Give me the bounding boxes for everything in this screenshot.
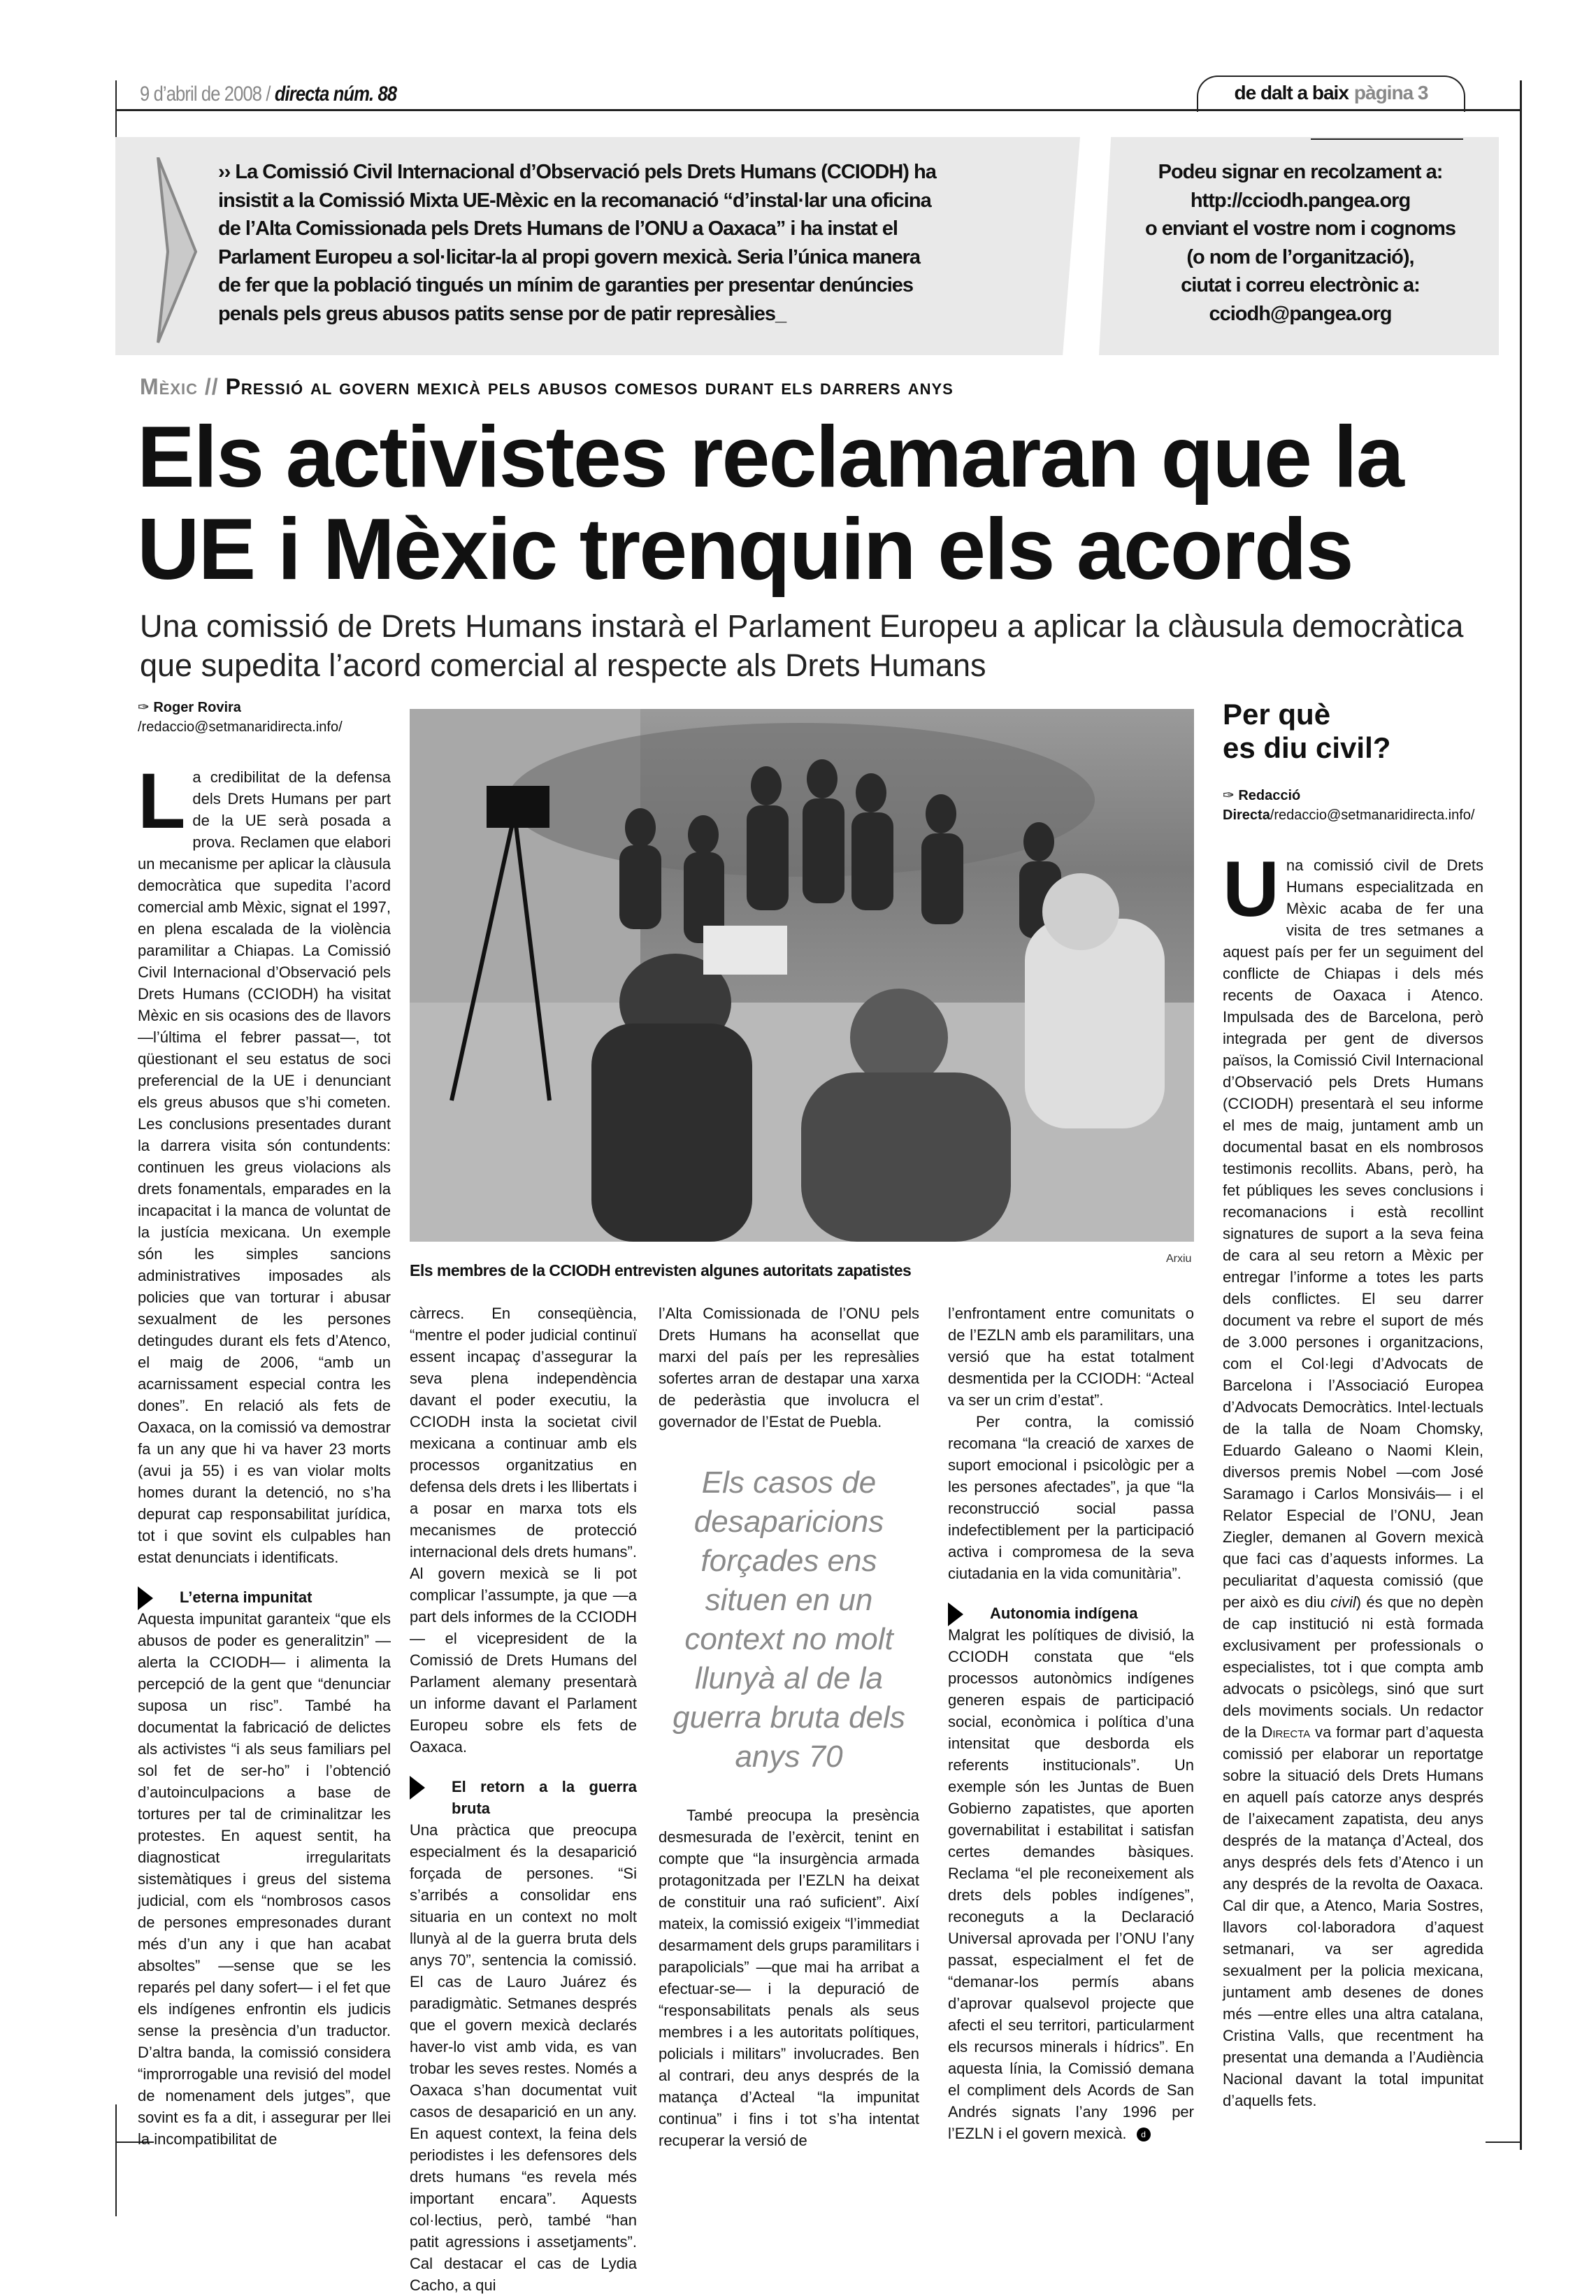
section-heading: [138, 1586, 391, 1608]
author-name: Roger Rovira: [153, 700, 241, 715]
end-mark-icon: d: [1137, 2128, 1151, 2141]
signup-line: o enviant el vostre nom i cognoms: [1145, 217, 1455, 240]
callout-line: de l’Alta Comissionada pels Drets Humans de l’ONU a Oaxaca” i ha instat el: [218, 217, 898, 240]
paragraph-text: Malgrat les polítiques de divisió, la CCIODH constata que “els processos autonòmics indígenes generen espais de participació social, econòmica i política d’una intensitat que desborda els referents institucionals”. Un exemple són les Juntas de Buen Gobierno zapatistes, que aporten governabilitat i estabilitat i satisfan certes demandes bàsiques. Reclama “el ple reconeixement als drets dels pobles indígenes”, reconeguts a la Declaració Universal aprovada per l’ONU l’any passat, especialment el fet de “demanar-los permís abans d’aprovar qualsevol projecte que afecti el seu territori, particularment els recursos minerals i hídrics”. En aquesta línia, la Comissió demana el compliment dels Acords de San Andrés signats l’any 1996 per l’EZLN i el govern mexicà.: [948, 1626, 1194, 2142]
paragraph: Una pràctica que preocupa especialment és la desaparició forçada de persones. “Si s’arribés a consolidar ens situaria en un context no molt llunyà al de la guerra bruta dels anys 70”, sentencia la comissió. El cas de Lauro Juárez és paradigmàtic. Setmanes després que el govern mexicà declarés haver-lo vist amb vida, es van trobar les seves restes. Només a Oaxaca s’han documentat vuit casos de desaparició en un any. En aquest context, la feina dels periodistes i les defensores dels drets humans “es revela més important encara”. Aquests col·lectius, però, també “han patit agressions i assetjaments”. Cal destacar el cas de Lydia Cacho, a qui: [410, 1821, 637, 2294]
callout-line: ›› La Comissió Civil Internacional d’Observació pels Drets Humans (CCIODH) ha: [218, 161, 936, 183]
photo-credit: Arxiu: [1166, 1253, 1192, 1265]
sidebar-email-link[interactable]: /redaccio@setmanaridirecta.info/: [1270, 808, 1475, 823]
paragraph-text: na comissió civil de Drets Humans especialitzada en Mèxic acaba de fer una visita de tres setmanes a aquest país per fer un seguiment del conflicte de Chiapas i dels més recents de Oaxaca i Atenco. Impulsada des de Barcelona, però integrada per gent de diversos països, la Comissió Civil Internacional d’Observació pels Drets Humans (CCIODH) presentarà el seu informe el mes de maig, juntament amb un documental basat en els nombrosos testimonis recollits. Abans, però, ha fet públiques les seves conclusions i recomanacions i està recollint signatures de suport a la seva feina de cara al seu retorn a Mèxic per entregar l’informe a totes les parts dels conflictes. El seu darrer document va rebre el suport de més de 3.000 persones i organitzacions, com el Col·legi d’Advocats de Barcelona i l’Associació Europea d’Advocats Democràtics. Intel·lectuals de la talla de Noam Chomsky, Eduardo Galeano o Naomi Klein, diversos premis Nobel —com José Saramago i Carlos Monsiváis— i el Relator Especial de l’ONU, Jean Ziegler, demanen al Govern mexicà que faci cas d’aquests informes. La peculiaritat d’aquesta comissió (que per això es diu: [1223, 856, 1483, 1611]
section-heading-text: El retorn a la guerra bruta: [452, 1778, 637, 1817]
drop-cap: U: [1223, 845, 1279, 933]
sidebar-title-line: es diu civil?: [1223, 731, 1391, 764]
callout-line: penals pels greus abusos patits sense por de patir represàlies_: [218, 302, 786, 325]
callout-line: insistit a la Comissió Mixta UE-Mèxic en la recomanació “d’instal·lar una oficina: [218, 189, 931, 212]
paragraph: Per contra, la comissió recomana “la creació de xarxes de suport emocional i psicològic per a les persones afectades”, ja que “la reconstrucció social passa indefectiblement per la participació activa i compromesa de la seva ciutadania en la vida comunitària”.: [948, 1413, 1194, 1582]
signup-line: ciutat i correu electrònic a:: [1181, 274, 1420, 296]
article-column-4: [948, 1303, 1194, 2144]
paragraph: Aquesta impunitat garanteix “que els abusos de poder es generalitzin” —alerta la CCIODH— i alimenta la percepció de la gent que “denunciar suposa un risc”. També ha documentat la fabricació de delictes als activistes “i als seus familiars pel sol fet de ser-ho” i l’obtenció d’autoinculpacions a base de tortures per tal de criminalitzar les protestes. En aquest sentit, ha diagnosticat irregularitats sistemàtiques i greus del sistema judicial, com els “nombrosos casos de persones empresonades durant més d’un any i que han acabat absoltes” —sense que se les reparés pel dany sofert— i el fet que els indígenes enfrontin els judicis sense la presència d’un traductor. D’altra banda, la comissió considera “improrrogable una revisió del model de nomenament dels jutges”, que sovint es fa a dit, i assegurar per llei la incompatibilitat de: [138, 1610, 391, 2148]
byline: [138, 698, 391, 737]
sidebar-title: [1223, 698, 1483, 765]
photo-caption: Els membres de la CCIODH entrevisten algunes autoritats zapatistes: [410, 1261, 912, 1279]
triangle-bullet-icon: [410, 1776, 425, 1800]
headline-line: UE i Mèxic trenquin els acords: [137, 501, 1353, 598]
section-heading: [948, 1602, 1194, 1624]
left-margin-rule: [115, 80, 117, 143]
drop-cap: L: [138, 757, 186, 845]
publication-name: Directa: [1261, 1723, 1311, 1741]
kicker-text: Pressió al govern mexicà pels abusos comesos durant els darrers anys: [225, 374, 954, 399]
paragraph-text: a credibilitat de la defensa dels Drets Humans per part de la UE serà posada a prova. Reclamen que elabori un mecanisme per aplicar la clàusula democràtica que supedita l’acord comercial amb Mèxic, signat el 1997, en plena escalada de la violència paramilitar a Chiapas. La Comissió Civil Internacional d’Observació pels Drets Humans (CCIODH) ha visitat Mèxic en sis ocasions des de llavors —l’última el febrer passat—, tot qüestionant el seu estatus de soci preferencial de la UE i denunciant els greus abusos que s’hi cometen. Les conclusions presentades durant la darrera visita són contundents: continuen les greus violacions als drets fonamentals, emparades en la incapacitat i la manca de voluntat de la justícia mexicana. Un exemple són les simples sancions administratives imposades als policies que van torturar i abusar sexualment de les persones detingudes durant els fets d’Atenco, el maig de 2006, “amb un acarnissament especial contra les dones”. En relació als fets de Oaxaca, on la comissió va demostrar fa un any que hi va haver 23 morts (avui ja 55) i es van violar molts homes durant la detenció, no s’ha depurat cap responsabilitat jurídica, tot i que sovint els culpables han estat denunciats i identificats.: [138, 768, 391, 1566]
subheadline: Una comissió de Drets Humans instarà el Parlament Europeu a aplicar la clàusula democràtica que supedita l’acord comercial al respecte als Drets Humans: [140, 608, 1464, 683]
article-photo: [410, 709, 1194, 1242]
section-heading: [410, 1776, 637, 1819]
triangle-bullet-icon: [948, 1602, 963, 1626]
paragraph-text: ) és que no depèn de cap institució ni està formada exclusivament per professionals o especialistes, tot i que compta amb advocats o psicòlegs, sinó que surt dels moviments socials. Un redactor de la: [1223, 1593, 1483, 1741]
paragraph: [138, 757, 391, 1568]
callout-text: [218, 158, 1043, 328]
triangle-bullet-icon: [138, 1586, 153, 1610]
article-column-2: [410, 1303, 637, 2296]
left-bottom-rule: [115, 2104, 117, 2216]
page-number: pàgina 3: [1353, 82, 1428, 103]
signup-info: [1112, 158, 1489, 328]
sidebar-title-line: Per què: [1223, 698, 1331, 731]
section-heading-text: L’eterna impunitat: [180, 1588, 312, 1606]
date-text: 9 d’abril de 2008 /: [140, 82, 271, 106]
italic-word: civil: [1330, 1593, 1356, 1611]
author-email-link[interactable]: /redaccio@setmanaridirecta.info/: [138, 719, 343, 735]
right-margin-rule: [1520, 80, 1522, 2150]
paragraph: [948, 1624, 1194, 2144]
pen-arrow-icon: ✑: [1223, 788, 1235, 803]
signup-line: Podeu signar en recolzament a:: [1158, 161, 1443, 183]
pen-arrow-icon: ✑: [138, 700, 150, 715]
article-column-3: [659, 1303, 919, 2151]
article-column-1: [138, 698, 391, 2150]
sidebar-author: Redacció Directa: [1223, 788, 1301, 823]
sidebar-byline: [1223, 786, 1483, 825]
headline-line: Els activistes reclamaran que la: [137, 409, 1403, 505]
publication-issue: directa núm. 88: [274, 82, 397, 106]
signup-box-rule: [1311, 138, 1463, 140]
pull-quote: Els casos de desaparicions forçades ens situen en un context no molt llunyà al de la guerra bruta dels anys 70: [673, 1465, 905, 1774]
section-tab: [1197, 76, 1465, 112]
chevron-arrow-icon: [152, 157, 201, 346]
kicker-country: Mèxic //: [140, 374, 219, 399]
signup-url-link[interactable]: http://cciodh.pangea.org: [1190, 189, 1411, 212]
paragraph: l’Alta Comissionada de l’ONU pels Drets Humans ha aconsellat que marxi del país per les represàlies sofertes arran de destapar una xarxa de pederàstia que involucra el governador de l’Estat de Puebla.: [659, 1305, 919, 1430]
paragraph: També preocupa la presència desmesurada de l’exèrcit, tenint en compte que “la insurgència armada protagonitzada per l’EZLN ha deixat de constituir una raó suficient”. Així mateix, la comissió exigeix “l’immediat desarmament dels grups paramilitars i parapolicials” —que mai ha arribat a efectuar-se— i la depuració de “responsabilitats penals als seus membres i a les autoritats polítiques, policials i militars” involucrades. Ben al contrari, deu anys després de la matança d’Acteal “la impunitat continua” i fins i tot s’ha intentat recuperar la versió de: [659, 1807, 919, 2149]
section-heading-text: Autonomia indígena: [990, 1605, 1138, 1622]
paragraph: càrrecs. En conseqüència, “mentre el poder judicial continuï essent incapaç d’assegurar la seva plena independència davant el poder executiu, la CCIODH insta la societat civil mexicana a continuar amb els processos organitzatius en defensa dels drets i les llibertats i a posar en marxa tots els mecanismes de protecció internacional dels drets humans”. Al govern mexicà se li pot complicar l’assumpte, ja que —a part dels informes de la CCIODH— el vicepresident de la Comissió de Drets Humans del Parlament alemany presentarà un informe davant el Parlament Europeu sobre els fets de Oaxaca.: [410, 1305, 637, 1756]
bottom-rule-right: [1486, 2141, 1522, 2143]
section-name: de dalt a baix: [1234, 82, 1349, 103]
paragraph: l’enfrontament entre comunitats o de l’EZLN amb els paramilitars, una versió que ha estat totalment desmentida per la CCIODH: “Acteal va ser un crim d’estat”.: [948, 1305, 1194, 1409]
kicker: [140, 374, 954, 400]
callout-line: Parlament Europeu a sol·licitar-la al propi govern mexicà. Seria l’única manera: [218, 245, 921, 268]
photo-scene: [410, 709, 1194, 1242]
headline: [137, 411, 1465, 596]
signup-line: (o nom de l’organització),: [1186, 245, 1414, 268]
paragraph: [1223, 845, 1483, 2111]
signup-email-link[interactable]: cciodh@pangea.org: [1209, 302, 1392, 325]
issue-date: [140, 82, 396, 106]
paragraph-text: va formar part d’aquesta comissió per elaborar un reportatge sobre la situació dels Drets Humans en aquell país catorze anys després de l’aixecament zapatista, deu anys després de la matança d’Acteal, dos anys després dels fets d’Atenco i un any després de la revolta de Oaxaca. Cal dir que, a Atenco, Maria Sostres, llavors col·laboradora d’aquest setmanari, va ser agredida sexualment per la policia mexicana, juntament amb desenes de dones més —entre elles una altra catalana, Cristina Valls, que recentment ha presentat una demanda a l’Audiència Nacional davant la total impunitat d’aquells fets.: [1223, 1723, 1483, 2109]
callout-line: de fer que la població tingués un mínim de garanties per presentar denúncies: [218, 274, 914, 296]
sidebar-article: [1223, 698, 1483, 2111]
